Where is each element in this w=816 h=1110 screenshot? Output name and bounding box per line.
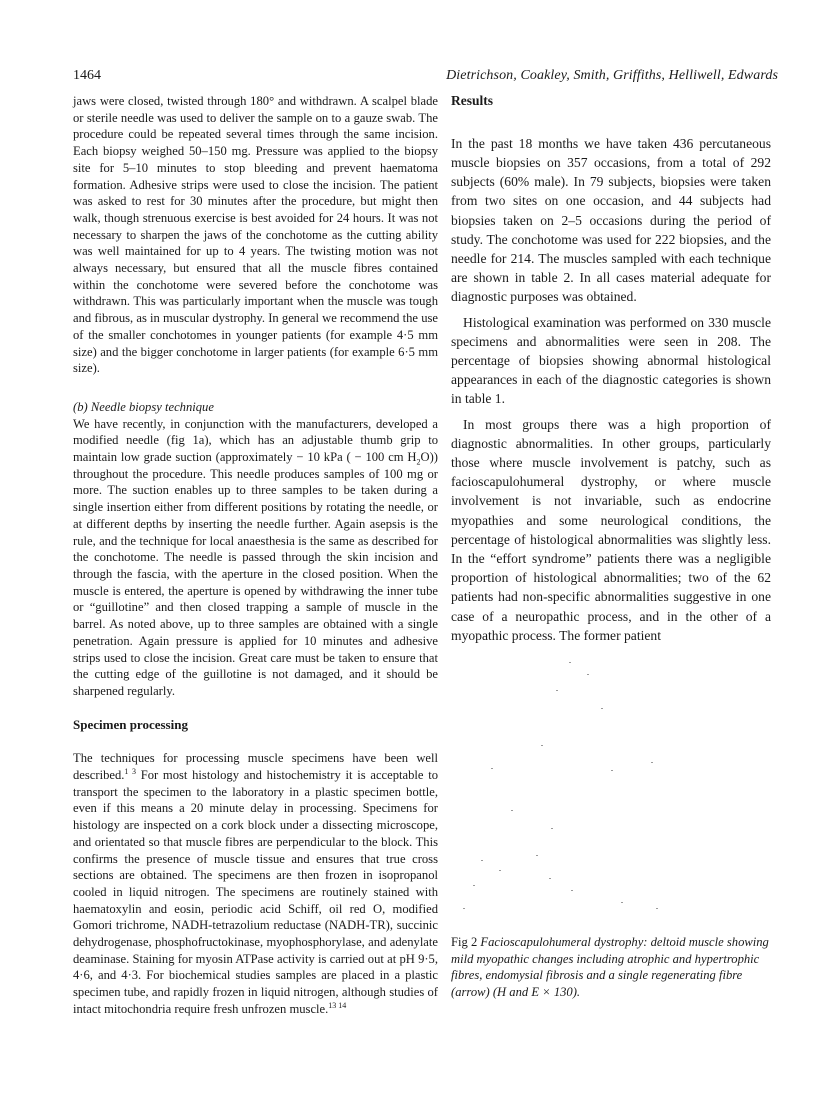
paragraph-conchotome-continued: jaws were closed, twisted through 180° and withdrawn. A scalpel blade or sterile needle was used to deliver the sample on to a gauze swab. The procedure could be repeated several times through the same incision. Each biopsy weighed 50–150 mg. Pressure was applied to the biopsy site for 5–10 minutes to stop bleeding and prevent haematoma formation. Adhesive strips were used to close the incision. The patient was asked to rest for 30 minutes after the procedure, but might then walk, though strenuous exercise is best avoided for 24 hours. It was not necessary to sharpen the jaws of the conchotome as the cutting ability was well maintained for up to 4 years. The twisting motion was not always necessary, but ensured that all the muscle fibres contained within the conchotome were severed before the conchotome was withdrawn. This was particularly important when the muscle was tough and fibrous, as in muscular dystrophy. In general we recommend the use of the smaller conchotomes in younger patients (for example 4·5 mm size) and the bigger conchotome in larger patients (for example 6·5 mm size). (73, 94, 438, 376)
figure-label: Fig 2 (451, 935, 478, 949)
left-column (73, 93, 438, 1018)
figure-caption-text: Facioscapulohumeral dystrophy: deltoid muscle showing mild myopathic changes including atrophic and hypertrophic fibres, endomysial fibrosis and a single regenerating fibre (arrow) (H and E × 130). (451, 935, 769, 999)
paragraph-needle-biopsy (73, 416, 438, 700)
figure-2-caption (451, 934, 773, 1000)
needle-text-part-1: We have recently, in conjunction with the manufacturers, developed a modified needle (fig 1a), which has an adjustable thumb grip to maintain low grade suction (approximately − 10 kPa ( − 100 cm H (73, 416, 438, 465)
running-header-authors: Dietrichson, Coakley, Smith, Griffiths, Helliwell, Edwards (446, 68, 778, 83)
page-number: 1464 (73, 68, 101, 83)
paragraph-specimen-processing (73, 750, 438, 1017)
heading-results: Results (451, 93, 494, 108)
paragraph-results-3: In most groups there was a high proportion of diagnostic abnormalities. In other groups, particularly those where muscle involvement is patchy, such as facioscapulohumeral dystrophy, or where muscle involvement is not invariable, such as endocrine myopathies and some neurological conditions, the percentage of histological abnormalities was slightly less. In the “effort syndrome” patients there was a negligible proportion of histological abnormalities; two of the 62 patients had non-specific abnormalities suggestive in one case of a neuropathic process, and in the other of a myopathic process. The former patient (451, 416, 771, 643)
figure-2-micrograph (451, 650, 771, 928)
specimen-text-part-1: The techniques for processing muscle specimens have been well described. (73, 751, 438, 783)
paragraph-results-2: Histological examination was performed on 330 muscle specimens and abnormalities were seen in 208. The percentage of biopsies showing abnormal histological appearances in each of the diagnostic categories is shown in table 1. (451, 314, 771, 407)
subscript-2: 2 (416, 457, 421, 467)
citation-1-3: 1 3 (124, 766, 136, 776)
subheading-needle-biopsy: (b) Needle biopsy technique (73, 399, 214, 414)
citation-13-14: 13 14 (328, 1000, 347, 1010)
heading-specimen-processing: Specimen processing (73, 716, 188, 732)
specimen-text-part-2: For most histology and histochemistry it is acceptable to transport the specimen to the laboratory in a plastic specimen bottle, even if this means a 20 minute delay in processing. Specimens for histology are inspected on a cork block under a dissecting microscope, and orientated so that muscle fibres are perpendicular to the block. This confirms the presence of muscle tissue and ensures that true cross sections are obtained. The specimens are then frozen in isopropanol cooled in liquid nitrogen. The specimens are routinely stained with haematoxylin and eosin, periodic acid Schiff, oil red O, modified Gomori trichrome, NADH-tetrazolium reductase (NADH-TR), succinic dehydrogenase, phosphofructokinase, myophosphorylase, and adenylate deaminase. Staining for myosin ATPase activity is carried out at pH 9·5, 4·6, and 4·3. For biochemical studies samples are placed in a plastic specimen tube, and rapidly frozen in liquid nitrogen, although studies of intact mitochondria require fresh unfrozen muscle. (73, 768, 438, 1016)
needle-text-part-2: O)) throughout the procedure. This needle produces samples of 100 mg or more. The suction enables up to three samples to be taken during a single insertion either from different positions by rotating the needle, or at different depths by inserting the needle further. Again asepsis is the rule, and the technique for local anaesthesia is the same as described for the conchotome. The needle is passed through the skin incision and through the fascia, with the aperture in the closed position. When the muscle is entered, the aperture is opened by withdrawing the inner tube or “guillotine” and then closed trapping a sample of muscle in the barrel. As noted above, up to three samples are obtained with a single penetration. Again pressure is applied for 10 minutes and adhesive strips used to close the incision. Great care must be taken to ensure that the cutting edge of the guillotine is not damaged, and it should be sharpened regularly. (73, 450, 438, 698)
right-column (451, 93, 771, 645)
paragraph-results-1: In the past 18 months we have taken 436 percutaneous muscle biopsies on 357 occasions, from a total of 292 subjects (60% male). In 79 subjects, biopsies were taken from two sites on one occasion, and 44 subjects had biopsies taken on 2–5 occasions during the period of study. The conchotome was used for 222 biopsies, and the needle for 214. The muscles sampled with each technique are shown in table 2. In all cases material adequate for diagnostic purposes was obtained. (451, 135, 771, 305)
